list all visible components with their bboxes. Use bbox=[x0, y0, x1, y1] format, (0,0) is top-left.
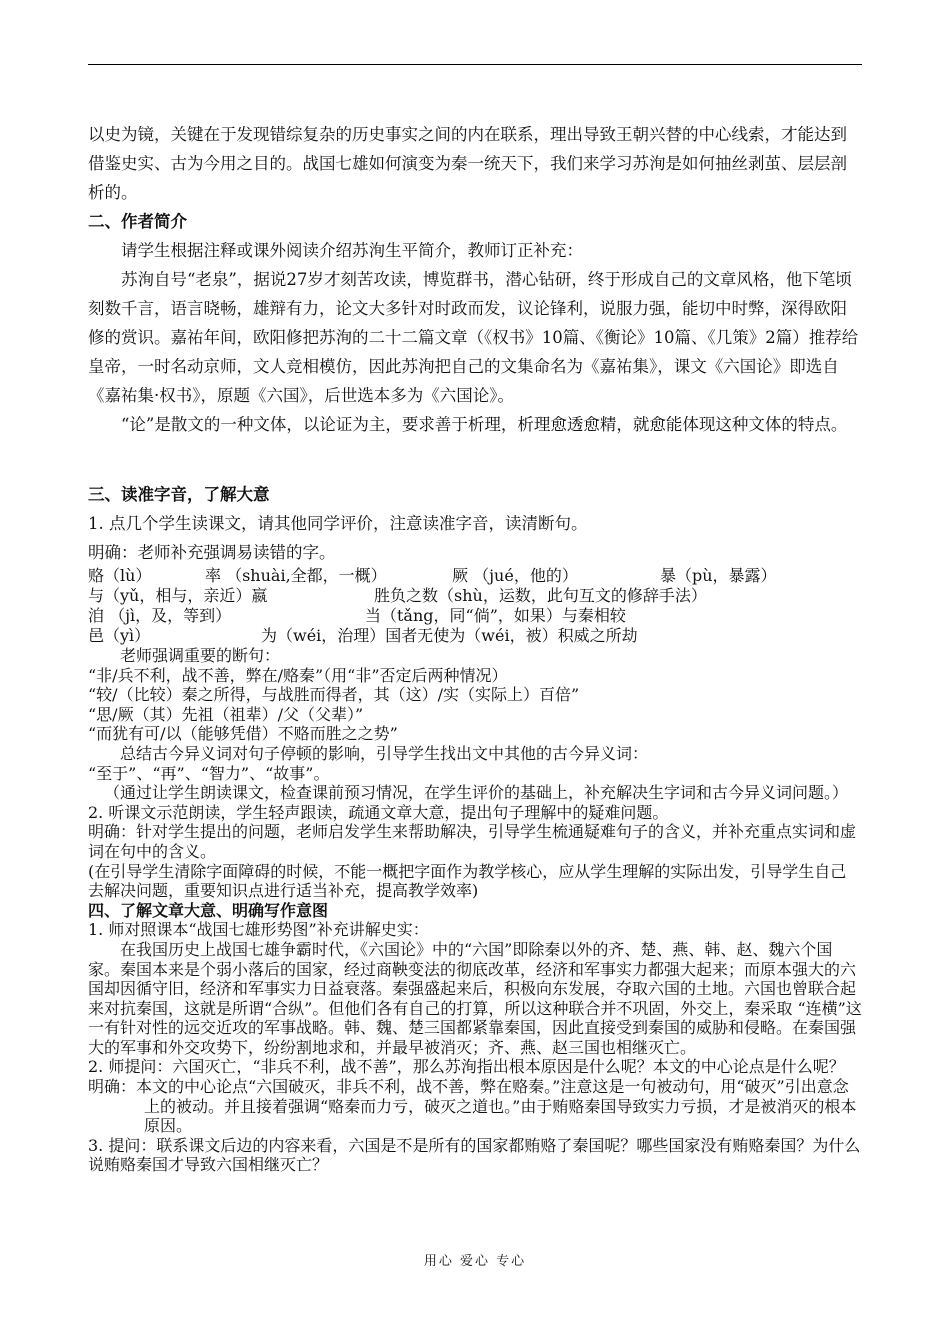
vocab-yu: 与（yǔ，相与，亲近）嬴 bbox=[88, 586, 268, 605]
history-item-1: 1. 师对照课本“战国七雄形势图”补充讲解史实： bbox=[88, 920, 429, 940]
section-4-heading: 四、了解文章大意、明确写作意图 bbox=[88, 900, 329, 920]
stress-4: “而犹有可/以（能够凭借）不赂而胜之之势” bbox=[88, 724, 398, 744]
section-3-heading: 三、读准字音，了解大意 bbox=[88, 485, 270, 504]
vocab-wei: 为（wéi，治理）国者无使为（wéi，被）积威之所劫 bbox=[261, 626, 638, 645]
history-text: 在我国历史上战国七雄争霸时代，《六国论》中的“六国”即除秦以外的齐、楚、燕、韩、赵、魏六个国家。秦国本来是个弱小落后的国家，经过商鞅变法的彻底改革，经济和军事实力都强大起来；而原本强大的六国却因循守旧，经济和军事实力日益衰落。秦强盛起来后，积极向东发展，夺取六国的土地。六国也曾联合起来对抗秦国，这就是所谓“合纵”。但他们各有自己的打算，所以这种联合并不巩固，外交上，秦采取 “连横”这一有针对性的远交近攻的军事战略。韩、魏、楚三国都紧靠秦国，因此直接受到秦国的威胁和侵略。在秦国强大的军事和外交攻势下，纷纷割地求和，并最早被消灭；齐、燕、赵三国也相继灭亡。 bbox=[88, 939, 862, 1057]
page-footer: 用心 爱心 专心 bbox=[423, 1254, 527, 1269]
vocab-jue: 厥 （jué，他的） bbox=[452, 566, 578, 585]
reading-clarify: 明确：老师补充强调易读错的字。 bbox=[88, 543, 336, 562]
summary-instruction: 总结古今异义词对句子停顿的影响，引导学生找出文中其他的古今异义词： bbox=[120, 743, 649, 763]
vocab-pu: 暴（pù，暴露） bbox=[660, 566, 777, 585]
reading-item-2: 2. 听课文示范朗读，学生轻声跟读，疏通文章大意，提出句子理解中的疑难问题。 bbox=[88, 802, 669, 822]
stress-2: “较/（比较）秦之所得，与战胜而得者，其（这）/实（实际上）百倍” bbox=[88, 685, 580, 705]
vocab-ji: 洎 （jì，及，等到） bbox=[88, 606, 232, 625]
author-bio: 苏洵自号“老泉”，据说27岁才刻苦攻读，博览群书，潜心钻研，终于形成自己的文章风格，他下笔顷刻数千言，语言晓畅，雄辩有力，论文大多针对时政而发，议论锋利，说服力强，能切中时弊，深得欧阳修的赏识。嘉祐年间，欧阳修把苏洵的二十二篇文章（《权书》10篇、《衡论》10篇、《几策》2篇）推荐给皇帝，一时名动京师，文人竞相模仿，因此苏洵把自己的文集命名为《嘉祐集》，课文《六国论》即选自《嘉祐集·权书》，原题《六国》，后世选本多为《六国论》。 bbox=[88, 270, 859, 405]
intro-text: 以史为镜，关键在于发现错综复杂的历史事实之间的内在联系，理出导致王朝兴替的中心线索，才能达到借鉴史实、古为今用之目的。战国七雄如何演变为秦一统天下，我们来学习苏洵是如何抽丝剥茧、层层剖析的。 bbox=[88, 125, 847, 202]
history-item-3: 3. 提问：联系课文后边的内容来看，六国是不是所有的国家都贿赂了秦国呢？哪些国家没有贿赂秦国？为什么说贿赂秦国才导致六国相继灭亡？ bbox=[88, 1135, 861, 1175]
vocab-tang: 当（tǎng，同“倘”，如果）与秦相较 bbox=[365, 606, 626, 625]
vocab-yi: 邑（yì） bbox=[88, 626, 151, 645]
vocab-shu: 胜负之数（shù，运数，此句互文的修辞手法） bbox=[374, 586, 707, 605]
section-3-top bbox=[88, 480, 862, 567]
note-2: (在引导学生清除字面障碍的时候，不能一概把字面作为教学核心，应从学生理解的实际出发，引导学生自己去解决问题，重要知识点进行适当补充，提高教学效率) bbox=[88, 861, 847, 901]
stress-intro: 老师强调重要的断句： bbox=[120, 646, 281, 665]
vocab-lu: 赂（lù） bbox=[88, 566, 152, 585]
header-rule bbox=[88, 64, 862, 65]
stress-1: “非/兵不利，战不善，弊在/赂秦”（用“非”否定后两种情况） bbox=[88, 665, 508, 685]
vocab-shuai: 率 （shuài,全都，一概） bbox=[205, 566, 387, 585]
section-3-body bbox=[88, 646, 862, 1175]
author-instruction: 请学生根据注释或课外阅读介绍苏洵生平简介，教师订正补充： bbox=[121, 241, 583, 260]
history-item-2: 2. 师提问：六国灭亡，“非兵不利，战不善”，那么苏洵指出根本原因是什么呢？本文的中心论点是什么呢？ bbox=[88, 1057, 845, 1077]
genre-note: “论”是散文的一种文体，以论证为主，要求善于析理，析理愈透愈精，就愈能体现这种文体的特点。 bbox=[121, 415, 848, 434]
note-1: （通过让学生朗读课文，检查课前预习情况，在学生评价的基础上，补充解决生字词和古今异义词问题。） bbox=[104, 783, 849, 803]
section-2-heading: 二、作者简介 bbox=[88, 212, 187, 231]
reading-item-1: 1. 点几个学生读课文，请其他同学评价，注意读准字音，读清断句。 bbox=[88, 514, 588, 533]
history-clarify: 明确：本文的中心论点“六国破灭，非兵不利，战不善，弊在赂秦。”注意这是一句被动句，用“破灭”引出意念上的被动。并且接着强调“赂秦而力亏，破灭之道也。”由于贿赂秦国导致实力亏损，才是被消灭的根本原因。 bbox=[88, 1077, 857, 1136]
reading-clarify-2: 明确：针对学生提出的问题，老师启发学生来帮助解决，引导学生梳通疑难句子的含义，并补充重点实词和虚词在句中的含义。 bbox=[88, 822, 857, 861]
ancient-words: “至于”、“再”、“智力”、“故事”。 bbox=[88, 763, 330, 783]
section-author bbox=[88, 207, 862, 439]
intro-paragraph bbox=[88, 120, 862, 207]
stress-3: “思/厥（其）先祖（祖辈）/父（父辈）” bbox=[88, 704, 364, 724]
